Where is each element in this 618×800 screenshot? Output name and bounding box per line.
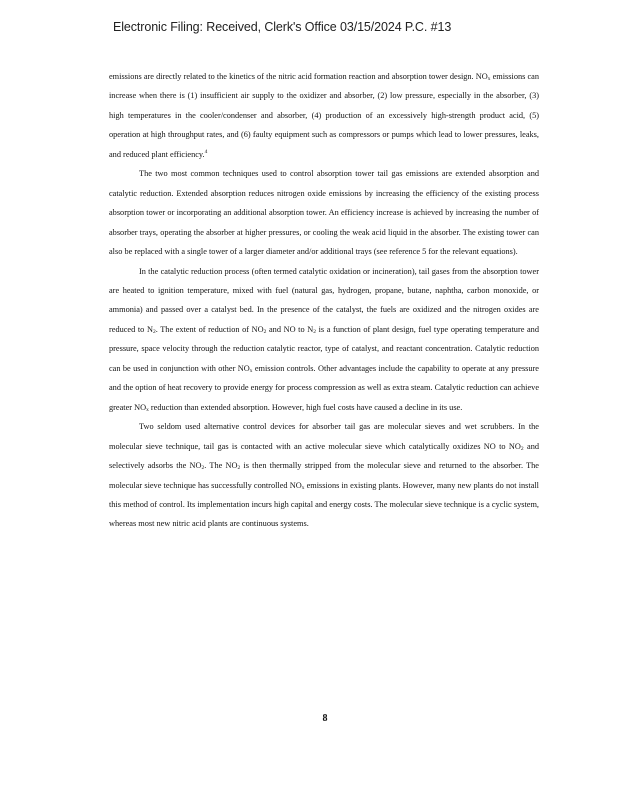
text-run: . The extent of reduction of NO [155,324,264,334]
text-run: is a function of plant design, fuel type operating temperature and pressure, space velocity through the reduction catalytic reactor, type of catalyst, and reactant concentration. Catalytic reduction can be used in conjunction with other NO [109,324,539,373]
text-run: In the catalytic reduction process (often termed catalytic oxidation or incineration), tail gases from the absorption tower are heated to ignition temperature, mixed with fuel (natural gas, hydrogen, propane, butane, naphtha, carbon monoxide, or ammonia) and passed over a catalyst bed. In the presence of the catalyst, the fuels are oxidized and the nitrogen oxides are reduced to N [109,266,539,334]
text-run: Two seldom used alternative control devices for absorber tail gas are molecular sieves and wet scrubbers. In the molecular sieve technique, tail gas is contacted with an active molecular sieve which catalytically oxidizes NO to NO [109,422,539,451]
subscript: x [487,76,491,82]
paragraph [109,164,539,261]
text-run: The two most common techniques used to control absorption tower tail gas emissions are extended absorption and catalytic reduction. Extended absorption reduces nitrogen oxide emissions by increasing the efficiency of the existing process absorption tower or incorporating an additional absorption tower. An efficiency increase is achieved by increasing the number of absorber trays, operating the absorber at higher pressures, or cooling the weak acid liquid in the absorber. The existing tower can also be replaced with a single tower of a larger diameter and/or additional trays (see reference 5 for the relevant equations). [109,169,539,257]
text-run: emissions are directly related to the kinetics of the nitric acid formation reaction and absorption tower design. NO [109,72,488,81]
text-run: and selectively adsorbs the NO [109,441,539,471]
subscript: x [146,406,149,413]
footnote-marker: 4 [204,148,208,155]
subscript: 2 [263,328,267,335]
subscript: 2 [201,465,205,472]
subscript: 2 [152,328,156,335]
subscript: x [301,484,305,491]
subscript: x [249,367,253,374]
text-run: and NO to N [266,324,314,334]
document-body [109,67,539,534]
text-run: emission controls. Other advantages include the capability to operate at any pressure and the option of heat recovery to provide energy for process compression as well as extra steam. Catalytic reduction can achieve greater NO [109,363,539,412]
paragraph [109,262,539,418]
text-run: is then thermally stripped from the molecular sieve and returned to the absorber. The molecular sieve technique has successfully controlled NO [109,461,539,490]
text-run: . The NO [204,461,238,471]
subscript: 2 [520,445,524,452]
text-run: emissions in existing plants. However, many new plants do not install this method of control. Its implementation incurs high capital and energy costs. The molecular sieve technique is a cyclic system, whereas most new nitric acid plants are continuous systems. [109,480,539,529]
subscript: 2 [237,465,241,472]
text-run: emissions can increase when there is (1) insufficient air supply to the oxidizer and absorber, (2) low pressure, especially in the absorber, (3) high temperatures in the cooler/condenser and absorber, (4) production of an excessively high-strength product acid, (5) operation at high throughput rates, and (6) faulty equipment such as compressors or pumps which lead to lower pressures, leaks, and reduced plant efficiency. [109,72,539,159]
text-run: reduction than extended absorption. However, high fuel costs have caused a decline in its use. [148,402,463,412]
paragraph [109,67,539,164]
paragraph [109,417,539,534]
page-number: 8 [322,713,328,724]
subscript: 2 [313,328,316,335]
filing-stamp-header: Electronic Filing: Received, Clerk's Office 03/15/2024 P.C. #13 [113,20,452,34]
